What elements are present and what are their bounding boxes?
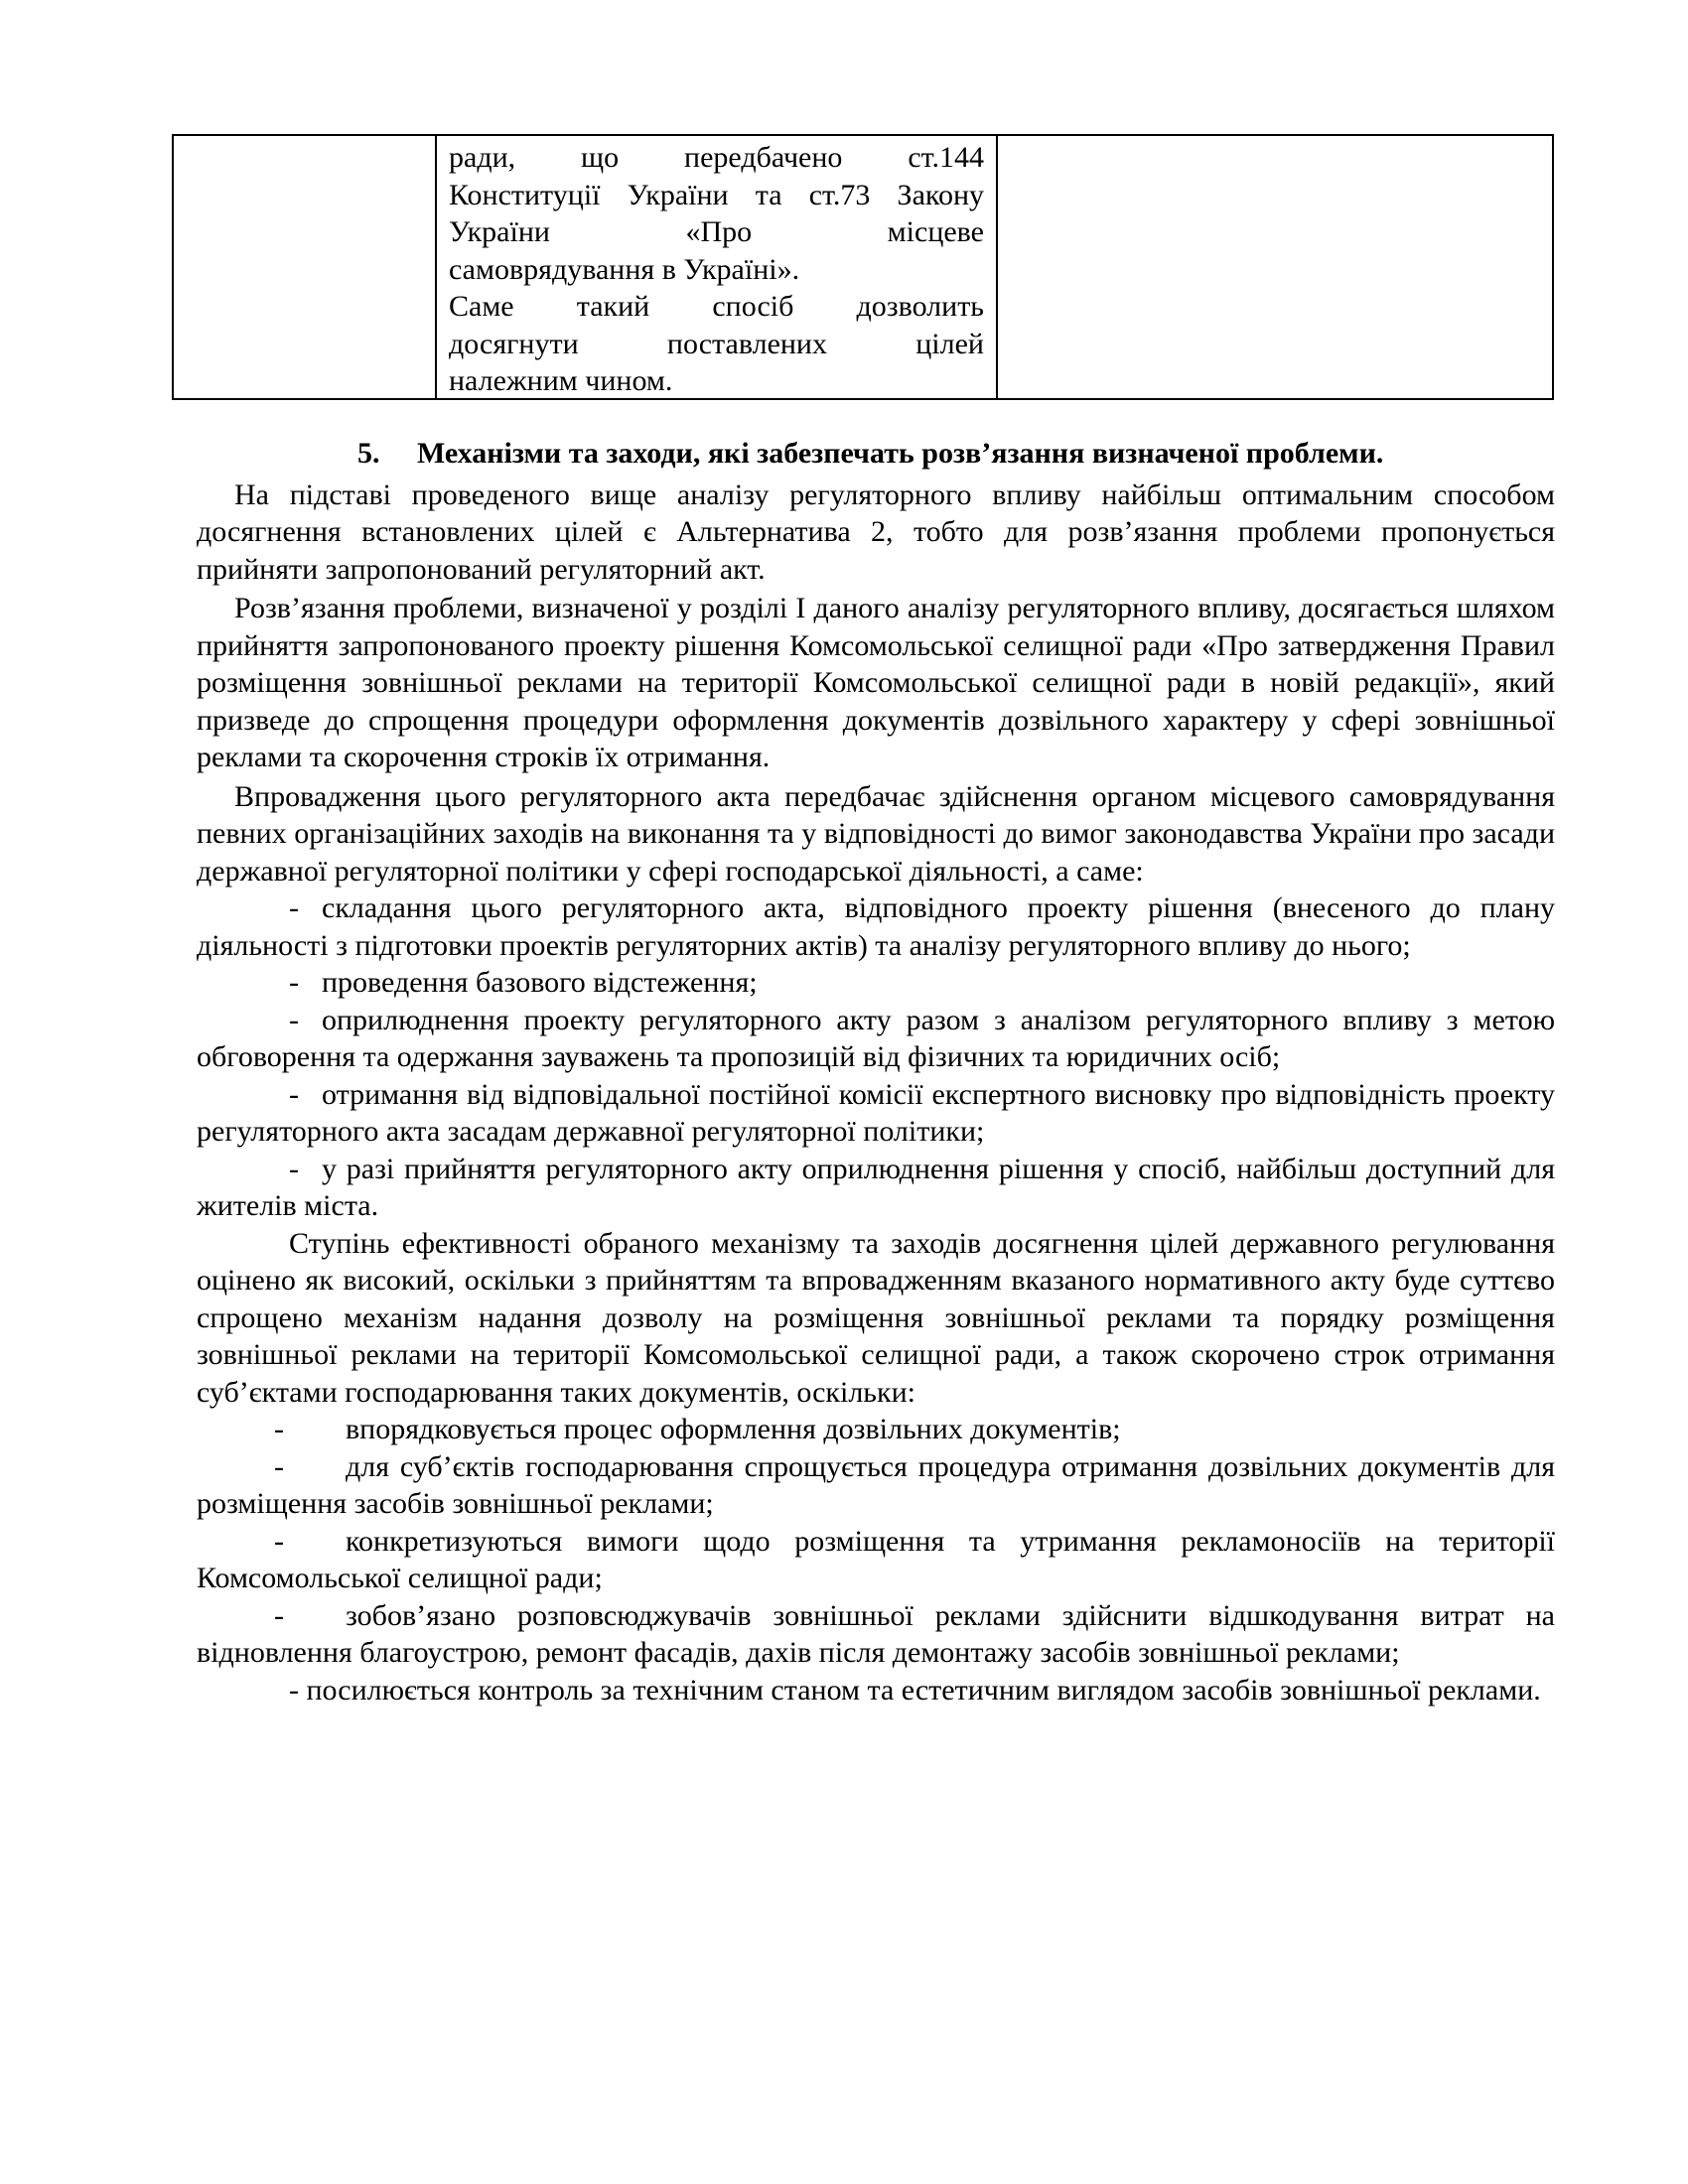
cell-line: належним чином. (449, 364, 673, 397)
list-dash: - (274, 1598, 284, 1632)
section-number: 5. (357, 437, 380, 470)
cell-line: Саме такий спосіб дозволить (449, 290, 984, 323)
paragraph: На підставі проведеного вище аналізу регуляторного впливу найбільш оптимальним способом досягнення встановлених цілей є Альтернатива 2, тобто для розв’язання проблеми пропонується прийняти запропонований регуляторний акт. (197, 478, 1555, 586)
list-dash: - (289, 891, 299, 924)
list-item-last: - посилюється контроль за технічним станом та естетичним виглядом засобів зовнішньої реклами. (289, 1673, 1541, 1706)
list-item: - зобов’язано розповсюджувачів зовнішньої реклами здійснити відшкодування витрат на відновлення благоустрою, ремонт фасадів, дахів після демонтажу засобів зовнішньої реклами; (197, 1598, 1555, 1669)
list-item: - впорядковується процес оформлення дозвільних документів; (197, 1411, 1555, 1448)
list-item: - для суб’єктів господарювання спрощується процедура отримання дозвільних документів для розміщення засобів зовнішньої реклами; (197, 1449, 1555, 1520)
cell-line: самоврядування в Україні». (449, 252, 800, 286)
list-dash: - (289, 1077, 299, 1111)
list-dash: - (289, 1003, 299, 1036)
list-item: - складання цього регуляторного акта, відповідного проекту рішення (внесеного до плану діяльності з підготовки проектів регуляторних актів) та аналізу регуляторного впливу до нього; (197, 891, 1555, 962)
cell-line: Конституції України та ст.73 Закону (449, 178, 984, 211)
list-item: - проведення базового відстеження; (197, 964, 1555, 1002)
list-dash: - (274, 1524, 284, 1558)
list-dash: - (274, 1449, 284, 1483)
section-title: Механізми та заходи, які забезпечать розв’язання визначеної проблеми. (417, 437, 1384, 470)
table-row (173, 135, 1553, 399)
list-item: - оприлюднення проекту регуляторного акту разом з аналізом регуляторного впливу з метою обговорення та одержання зауважень та пропозицій від фізичних та юридичних осіб; (197, 1003, 1555, 1073)
list-item: - у разі прийняття регуляторного акту оприлюднення рішення у спосіб, найбільш доступний для жителів міста. (197, 1152, 1555, 1222)
cell-line: ради, що передбачено ст.144 (449, 141, 984, 174)
cell-line: України «Про місцеве (449, 215, 984, 248)
table-cell-empty-left (173, 135, 436, 399)
list-dash: - (274, 1413, 284, 1445)
paragraph: Розв’язання проблеми, визначеної у розділі І даного аналізу регуляторного впливу, досягається шляхом прийняття запропонованого проекту рішення Комсомольської селищної ради «Про затвердження Правил розміщення зовнішньої реклами на території Комсомольської селищної ради в новій редакції», який призведе до спрощення процедури оформлення документів дозвільного характеру у сфері зовнішньої реклами та скорочення строків їх отримання. (197, 592, 1555, 773)
list-dash: - (289, 966, 299, 999)
cell-line: досягнути поставлених цілей (449, 327, 984, 360)
paragraph: Впровадження цього регуляторного акта передбачає здійснення органом місцевого самоврядування певних організаційних заходів на виконання та у відповідності до вимог законодавства України про засади державної регуляторної політики у сфері господарської діяльності, а саме: (197, 779, 1555, 887)
section-heading (197, 435, 1555, 473)
list-dash: - (289, 1152, 299, 1185)
continuation-table (172, 134, 1554, 400)
table-cell-empty-right (997, 135, 1553, 399)
paragraph: Ступінь ефективності обраного механізму та заходів досягнення цілей державного регулювання оцінено як високий, оскільки з прийняттям та впровадженням вказаного нормативного акту буде суттєво спрощено механізм надання дозволу на розміщення зовнішньої реклами та порядку розміщення зовнішньої реклами на території Комсомольської селищної ради, а також скорочено строк отримання суб’єктами господарювання таких документів, оскільки: (197, 1226, 1555, 1409)
table-cell-text (436, 135, 997, 399)
list-item: - отримання від відповідальної постійної комісії експертного висновку про відповідність проекту регуляторного акта засадам державної регуляторної політики; (197, 1077, 1555, 1148)
list-item: - конкретизуються вимоги щодо розміщення та утримання рекламоносіїв на території Комсомольської селищної ради; (197, 1524, 1555, 1594)
section-body (197, 435, 1555, 1708)
